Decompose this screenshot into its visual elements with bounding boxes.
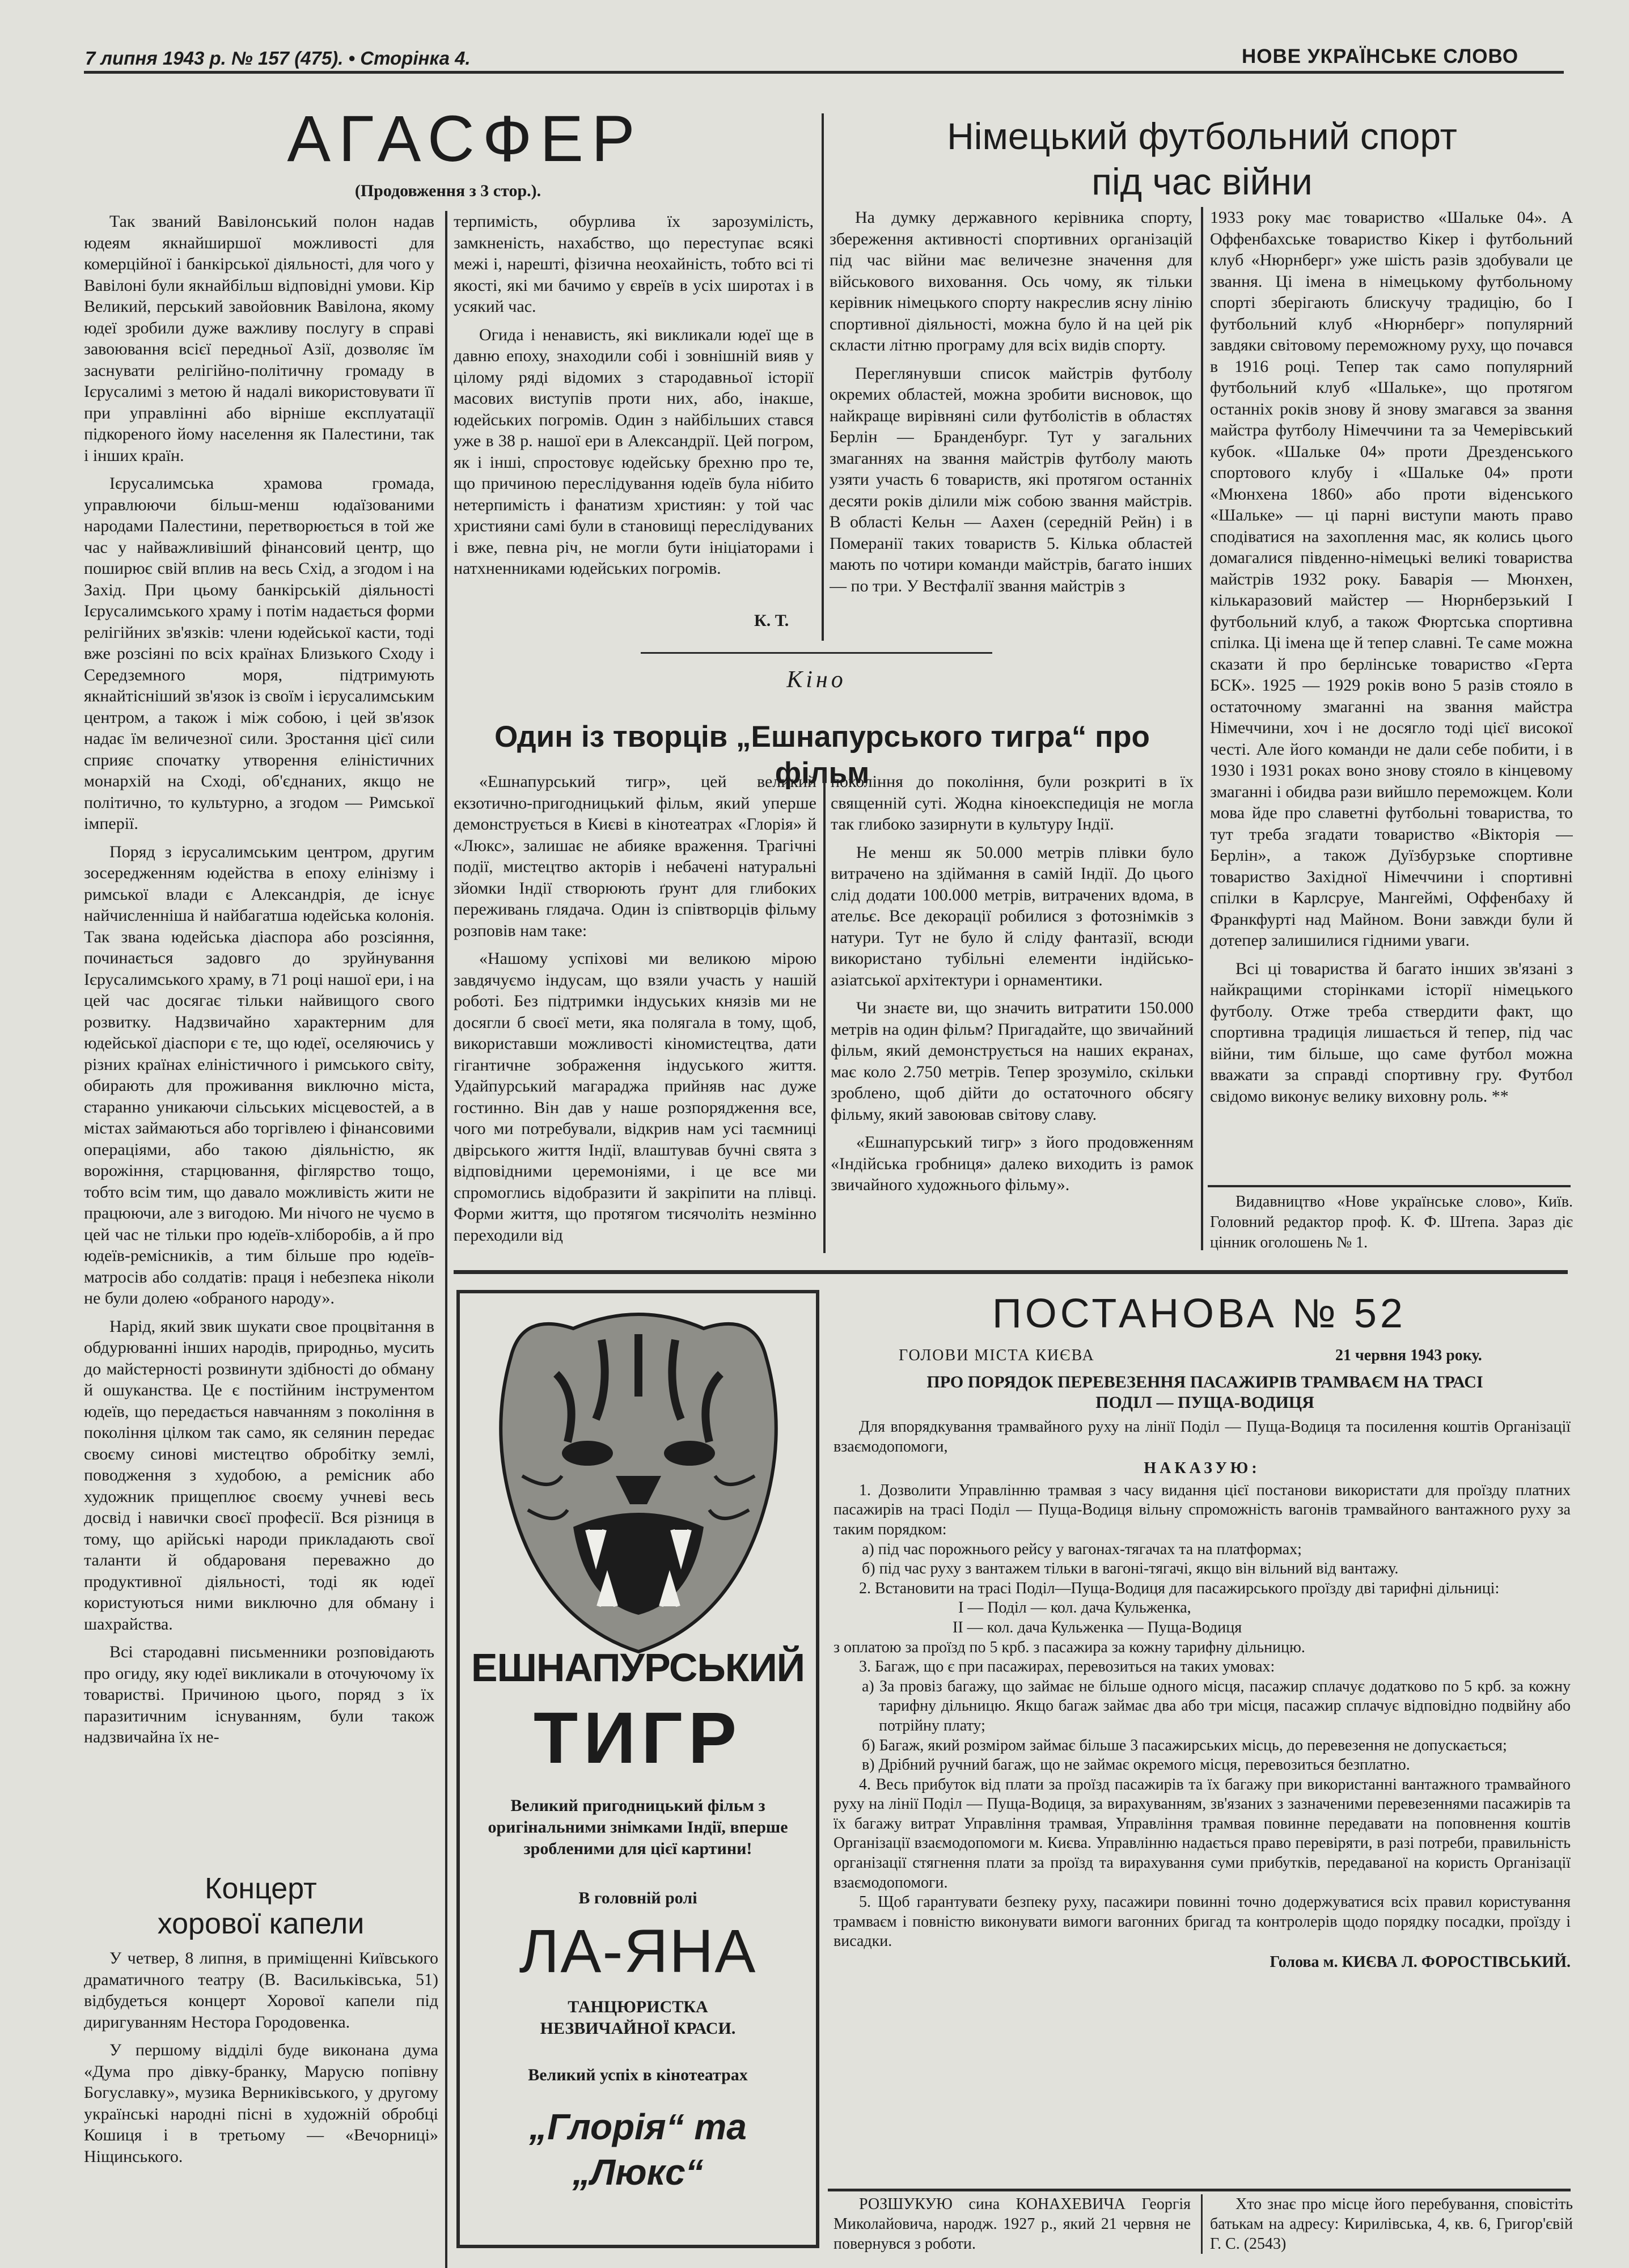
decree-subitem: в) Дрібний ручний багаж, що не займає окремого місця, перевозиться безплатно.: [862, 1756, 1410, 1774]
agasfer-paragraph: Так званий Вавілонський полон надав юдеям якнайширшої можливості для комерційної і банкірської діяльності, для чого у Вавілоні були якнайбільш відповідні умови. Кір Великий, перський завойовник Вавілона, якому юдеї зробили дуже важливу послугу в справі завоювання всієї передньої Азії, дозволяє їм заснувати релігійно-політичну громаду в Ієрусалимі з метою й надалі використовувати її при управлінні або вірніше експлуатації підкореного йому населення як Палестини, так і інших країн.: [84, 212, 434, 465]
concert-title: [85, 1871, 437, 1941]
football-title: [845, 113, 1559, 204]
film-role-label: В головній ролі: [578, 1889, 697, 1907]
kino-column-1: [454, 771, 816, 1259]
publisher-box: [1210, 1192, 1573, 1259]
film-star-desc: [460, 1996, 816, 2039]
decree-item: 4. Весь прибуток від плати за проїзд пасажирів та їх багажу при використанні вантажного трамвайного руху на лінії Поділ — Пуща-Водиця, за вирахуванням, зв'язаних з зазначеними перевезеннями пасажирів та їх багажу витрат Управління трамвая, Управління трамвая повинне передавати на поповнення коштів Організації взаємодопомоги м. Києва. Управлінню надається право перевіряти, в разі потреби, правильність організації стягнення плати за проїзд та вирахування суми прибутків, передаваної на користь Організації взаємодопомоги.: [833, 1775, 1571, 1892]
film-cinemas: „Глорія“ та „Люкс“: [529, 2106, 747, 2193]
decree-item: 1. Дозволити Управлінню трамвая з часу видання цієї постанови використати для проїзду платних пасажирів на трасі Поділ — Пуща-Водиця вільну спроможність вагонів трамвайного вантажного руху за таким порядком:: [833, 1481, 1571, 1538]
kino-rule: [641, 652, 992, 654]
notice-rule: [828, 2189, 1571, 2191]
search-notice-text: Хто знає про місце його перебування, сповістіть батькам на адресу: Кирилівська, 4, кв. 6, Григор'євій Г. С. (2543): [1210, 2195, 1573, 2253]
decree-preamble: Для впорядкування трамвайного руху на лінії Поділ — Пуща-Водиця та посилення коштів Організації взаємодопомоги,: [833, 1418, 1571, 1455]
kino-column-2: [831, 771, 1194, 1259]
decree-body: [833, 1417, 1571, 2251]
decree-subitem: а) За провіз багажу, що займає не більше одного місця, пасажир сплачує додатково по 5 крб. за кожну тарифну дільницю. Якщо багаж займає два або три місця, пасажир сплачує відповідно подвійну або потрійну плату;: [862, 1677, 1571, 1734]
agasfer-paragraph: Всі стародавні письменники розповідають про огиду, яку юдеї викликали в оточуючому їх товаристві. Причиною цього, поряд з їх паразитичним існуванням, були також надзвичайна їх не-: [84, 1643, 434, 1746]
film-title-line-1: ЕШНАПУРСЬКИЙ: [471, 1645, 805, 1690]
decree-subitem: а) під час порожнього рейсу у вагонах-тягачах та на платформах;: [862, 1540, 1302, 1558]
kino-paragraph: «Нашому успіхові ми великою мірою завдячуємо індусам, що взяли участь у нашій роботі. Без підтримки індуських князів ми не досягли б своєї мети, яка полягала в тому, щоб, використавши можливості кіномистецтва, дати гігантичне зображення індуського життя. Удайпурський магараджа прийняв нас дуже гостинно. Він дав у наше розпорядження все, чого ми потребували, відкрив нам усі таємниці двірського життя Індії, влаштував бучні свята з відповідними церемоніями, і це все ми спромоглись відобразити й закріпити на плівці. Форми життя, що протягом тисячоліть незмінно переходили від: [454, 949, 816, 1245]
decree-title: ПОСТАНОВА № 52: [992, 1291, 1406, 1336]
concert-paragraph: У першому відділі буде виконана дума «Дума про дівку-бранку, Марусю попівну Богуславку», музика Верниківського, у другому українські народні пісні в художній обробці Кошиця і в третьому — «Вечорниці» Ніщинського.: [84, 2041, 438, 2166]
film-star-desc-line-1: ТАНЦЮРИСТКА: [568, 1998, 708, 2016]
agasfer-title: АГАСФЕР: [287, 103, 643, 175]
football-column-2: [1210, 207, 1573, 1185]
concert-paragraph: У четвер, 8 липня, в приміщенні Київського драматичного театру (В. Васильківська, 51) відбудеться концерт Хорової капели під диригуванням Нестора Городовенка.: [84, 1949, 438, 2032]
agasfer-signature: К. Т.: [754, 611, 789, 630]
section-rule: [454, 1270, 1568, 1274]
agasfer-column-1: [84, 211, 434, 1838]
paper-name: НОВЕ УКРАЇНСЬКЕ СЛОВО: [1242, 45, 1519, 67]
decree-subject: [833, 1372, 1576, 1413]
search-notice-text: РОЗШУКУЮ сина КОНАХЕВИЧА Георгія Миколайовича, народж. 1927 р., який 21 червня не повернувся з роботи.: [833, 2195, 1191, 2253]
film-success: Великий успіх в кінотеатрах: [528, 2066, 748, 2084]
concert-body: [84, 1948, 438, 2257]
decree-item: 5. Щоб гарантувати безпеку руху, пасажири повинні точно додержуватися всіх правил користування трамваєм і повністю виконувати вимоги вагонних бригад та контролерів щодо порядку посадки, проїзду і висадки.: [833, 1893, 1571, 1950]
decree-subitem: I — Поділ — кол. дача Кульженка,: [958, 1599, 1191, 1617]
kino-paragraph: Чи знаєте ви, що значить витратити 150.000 метрів на один фільм? Пригадайте, що звичайний фільм, який демонструється на наших екранах, має коло 2.750 метрів. Тепер зрозуміло, скільки зроблено, щоб дійти до остаточного обсягу фільму, який завоював світову славу.: [831, 998, 1194, 1124]
agasfer-paragraph: терпимість, обурлива їх зарозумілість, замкненість, нахабство, що переступає всякі межі і, нарешті, фізична неохайність, тобто всі ті якості, які ми бачимо у євреїв в усіх широтах і в усякий час.: [454, 212, 814, 316]
football-paragraph: 1933 року має товариство «Шальке 04». А Оффенбахське товариство Кікер і футбольний клуб «Нюрнберг» уже шість разів здобували це звання. Ці імена в німецькому футбольному спорті зберігають блискучу традицію, бо І футбольний клуб «Нюрнберг» популярний завдяки світовому переможному руху, що почався в 1916 році. Тепер так само популярний футбольний клуб «Шальке», що протягом останніх років знову й знову змагався за звання майстра футболу Німеччини та за Чемерівський кубок. «Шальке 04» проти Дрезденського спортового клубу і «Шальке 04» проти «Мюнхена 1860» або проти віденського «Шальке» — ці парні виступи мають право сподіватися на захоплення мас, як колись цього домагалися південно-німецькі великі товариства майстрів 1932 року. Баварія — Мюнхен, кількаразовий майстер — Нюрнберзький І футбольний клуб, а також Фюртська спортивна спілка. Ці імена ще й тепер славні. Те саме можна сказати й про берлінське товариство «Герта БСК». 1925 — 1929 років воно 5 разів стояло в остаточному змаганні на звання майстра Німеччини, хоч і не досягло тоді цієї високої честі. Але його команди не дали себе побити, і в 1930 і 1931 роках воно знову стояло в кінцевому змаганні і обидва рази вийшло переможцем. Коли мова йде про славетні футбольні товариства, то тут треба згадати товариство «Вікторія — Берлін», а також Дуїзбурзьке спортивне товариство Західної Німеччини і спортивні спілки в Карлсруе, Мангеймі, Оффенбаху й Франкфурті над Майном. Вони завжди були й дотепер залишилися гідними уваги.: [1210, 208, 1573, 950]
film-title-line-2: ТИГР: [533, 1698, 743, 1779]
film-description: Великий пригодницький фільм з оригінальними знімками Індії, вперше зробленими для цієї картини!: [488, 1796, 788, 1858]
tiger-image: [488, 1306, 789, 1657]
kino-paragraph: покоління до покоління, були розкриті в їх священній суті. Жодна кіноекспедиція не могла так глибоко зазирнути в культуру Індії.: [831, 772, 1194, 833]
kino-paragraph: Не менш як 50.000 метрів плівки було витрачено на здіймання в самій Індії. До цього слід додати 100.000 метрів, витрачених вдома, в ательє. Все декорації робилися з фотознімків з натури. Тут не було й сліду фантазії, всюди використано тубільні елементи індійсько-азіатської архітектури і орнаментики.: [831, 843, 1194, 989]
column-rule: [822, 113, 824, 641]
decree-issuer: ГОЛОВИ МІСТА КИЄВА: [899, 1347, 1095, 1364]
decree-subject-line-2: ПОДІЛ — ПУЩА-ВОДИЦЯ: [1095, 1393, 1314, 1412]
masthead-rule: [84, 71, 1564, 74]
football-title-line-1: Німецький футбольний спорт: [947, 115, 1457, 157]
agasfer-paragraph: Нарід, який звик шукати свое процвітання в обдурюванні інших народів, природньо, мусить до майстерності розвинути здібності до обману й ошуканства. Це є постійним інструментом юдеїв, що передається навчанням з покоління в покоління цілком так само, як селянин передає своєму синові мистецтво обробітку землі, поводження з худобою, а ремісник або художник прищеплює своєму учневі весь досвід і навички своєї професії. Вся різниця в тому, що арійські народи прикладають свої таланти й обдарованя переважно до продуктивної діяльності, тоді як юдеї користуються ними виключно для обману і шахрайства.: [84, 1317, 434, 1634]
football-paragraph: Переглянувши список майстрів футболу окремих областей, можна зробити висновок, що найкраще вирівняні сили футболістів в областях Берлін — Бранденбург. Тут у загальних змаганнях на звання майстрів футболу мають узяти участь 6 товариств, які протягом останніх десяти років ділили між собою звання майстрів. В області Кельн — Аахен (середній Рейн) і в Померанії таких товариств 5. Кілька областей мають по чотири команди майстрів, багато інших — по три. У Вестфалії звання майстрів з: [830, 363, 1192, 595]
decree-item: 2. Встановити на трасі Поділ—Пуща-Водиця для пасажирського проїзду дві тарифні дільниці:: [859, 1579, 1500, 1597]
agasfer-paragraph: Огида і ненависть, які викликали юдеї ще в давню епоху, знаходили собі і зовнішній вияв у цілому ряді відомих з стародавньої історії масових виступів проти них, або, інакше, юдейських погромів. Один з найбільших стався уже в 38 р. нашої ери в Александрії. Цей погром, як і інші, спростовує юдейську брехню про те, що причиною переслідування юдеїв була нібито нетерпимість і фанатизм християн: у той час християни самі були в становищі переслідуваних і вже, певна річ, не могли бути ініціаторами і натхненниками юдейських погромів.: [454, 325, 814, 578]
agasfer-paragraph: Поряд з ієрусалимським центром, другим зосередженням юдейства в епоху елінізму і римської влади є Александрія, де існує найчисленніша й найбагатша юдейська колонія. Так звана юдейська діаспора або розсіяння, починається задовго до зруйнування Ієрусалимського храму, в 71 році нашої ери, і на цей час досягає тільки найвищого свого розвитку. Надзвичайно характерним для юдейської діаспори є те, що юдеї, оселяючись у різних країнах еліністичного і римського світу, обирають для проживання виключно міста, старанно уникаючи сільських місцевостей, а в містах займаються або торгівлею і фінансовими операціями, або такою діяльністю, як ворожіння, старцювання, фіглярство тощо, тобто всім тим, що давало можливість жити не працюючи, але з вигодою. Ми нічого не чуємо в цей час не тільки про юдеїв-хліборобів, а й про юдеїв-ремісників, а тим більше про юдеїв-матросів або солдатів: праця і небезпека ніколи не були долею «обраного народу».: [84, 842, 434, 1308]
football-paragraph: Всі ці товариства й багато інших зв'язані з найкращими сторінками історії німецького футболу. Отже треба ствердити факт, що спортивна традиція лишається й тепер, під час війни, тим більше, що саме футбол можна вважати за справді спортивну гру. Футбол свідомо виконує велику виховну роль. **: [1210, 959, 1573, 1106]
decree-subitem: б) Багаж, який розміром займає більше 3 пасажирських місць, до перевезення не допускається;: [862, 1736, 1507, 1754]
kino-rubric: Кіно: [786, 667, 847, 693]
column-rule: [445, 211, 447, 2268]
football-title-line-2: під час війни: [1091, 160, 1313, 202]
kino-title: Один із творців „Ешнапурського тигра“ про фільм: [494, 720, 1150, 790]
film-star: ЛА-ЯНА: [519, 1916, 757, 1985]
decree-subitem: б) під час руху з вантажем тільки в вагоні-тягачі, якщо він вільний від вантажу.: [862, 1560, 1399, 1578]
agasfer-paragraph: Ієрусалимська храмова громада, управлюючи більш-менш юдаїзованими народами Палестини, перетворюється в той же час у найважливіший фінансовий центр, що поширює свій вплив на весь Схід, а згодом і на Захід. При цьому банкірській діяльності Ієрусалимського храму і потім надається форми релігійних зв'язків: члени юдейської касти, тоді вже розсіяні по всіх країнах Близького Сходу і Середземного моря, підтримують якнайтісніший зв'язок із своїм і ієрусалимським центром, а також і між собою, і цей зв'язок надає їм величезної сили. Зростання цієї сили сприяє спочатку утворення еліністичних монархій на Сході, об'єднаних, якщо не політично, то культурно, а згодом — Римської імперії.: [84, 474, 434, 833]
agasfer-column-2: [454, 211, 814, 596]
column-rule: [823, 771, 826, 1253]
date-line: 7 липня 1943 р. № 157 (475). • Сторінка 4.: [85, 48, 471, 69]
football-column-1: [830, 207, 1192, 624]
decree-subject-line-1: ПРО ПОРЯДОК ПЕРЕВЕЗЕННЯ ПАСАЖИРІВ ТРАМВАЄМ НА ТРАСІ: [926, 1373, 1483, 1391]
concert-title-line-2: хорової капели: [157, 1907, 365, 1940]
football-paragraph: На думку державного керівника спорту, збереження активності спортивних організацій під час війни має величезне значення для військового виховання. Ось чому, як тільки керівник німецького спорту накреслив ясну лінію спортивної діяльності, можна було й на цей рік скласти літню програму для всіх видів спорту.: [830, 208, 1192, 354]
film-advert: [456, 1290, 819, 2248]
decree-subitem: II — кол. дача Кульженка — Пуща-Водиця: [953, 1618, 1242, 1636]
concert-title-line-1: Концерт: [205, 1872, 317, 1905]
search-notice-col-1: [833, 2194, 1191, 2257]
decree-signature: Голова м. КИЄВА Л. ФОРОСТІВСЬКИЙ.: [1270, 1953, 1571, 1971]
agasfer-continuation: (Продовження з 3 стор.).: [354, 181, 541, 200]
kino-paragraph: «Ешнапурський тигр», цей великий екзотично-пригодницький фільм, який уперше демонструється в Києві в кінотеатрах «Глорія» й «Люкс», залишає не абияке враження. Трагічні події, мистецтво акторів і небачені натуральні зйомки Індії створюють ґрунт для глибоких переживань глядача. Один із співтворців фільму розповів нам таке:: [454, 772, 816, 940]
kino-paragraph: «Ешнапурський тигр» з його продовженням «Індійська гробниця» далеко виходить із рамок звичайного художнього фільму».: [831, 1133, 1194, 1194]
decree-item: 3. Багаж, що є при пасажирах, перевозиться на таких умовах:: [859, 1658, 1275, 1676]
column-rule: [1201, 207, 1203, 1250]
decree-order-word: НАКАЗУЮ:: [1144, 1459, 1260, 1478]
publisher-text: Видавництво «Нове українське слово», Київ. Головний редактор проф. К. Ф. Штепа. Зараз діє цінник оголошень № 1.: [1210, 1193, 1573, 1251]
decree-item: з оплатою за проїзд по 5 крб. з пасажира за кожну тарифну дільницю.: [833, 1638, 1305, 1656]
publisher-rule: [1208, 1185, 1571, 1187]
search-notice-col-2: [1210, 2194, 1573, 2257]
film-star-desc-line-2: НЕЗВИЧАЙНОЇ КРАСИ.: [540, 2019, 736, 2038]
decree-date: 21 червня 1943 року.: [1335, 1347, 1482, 1364]
column-rule: [1201, 2194, 1203, 2254]
